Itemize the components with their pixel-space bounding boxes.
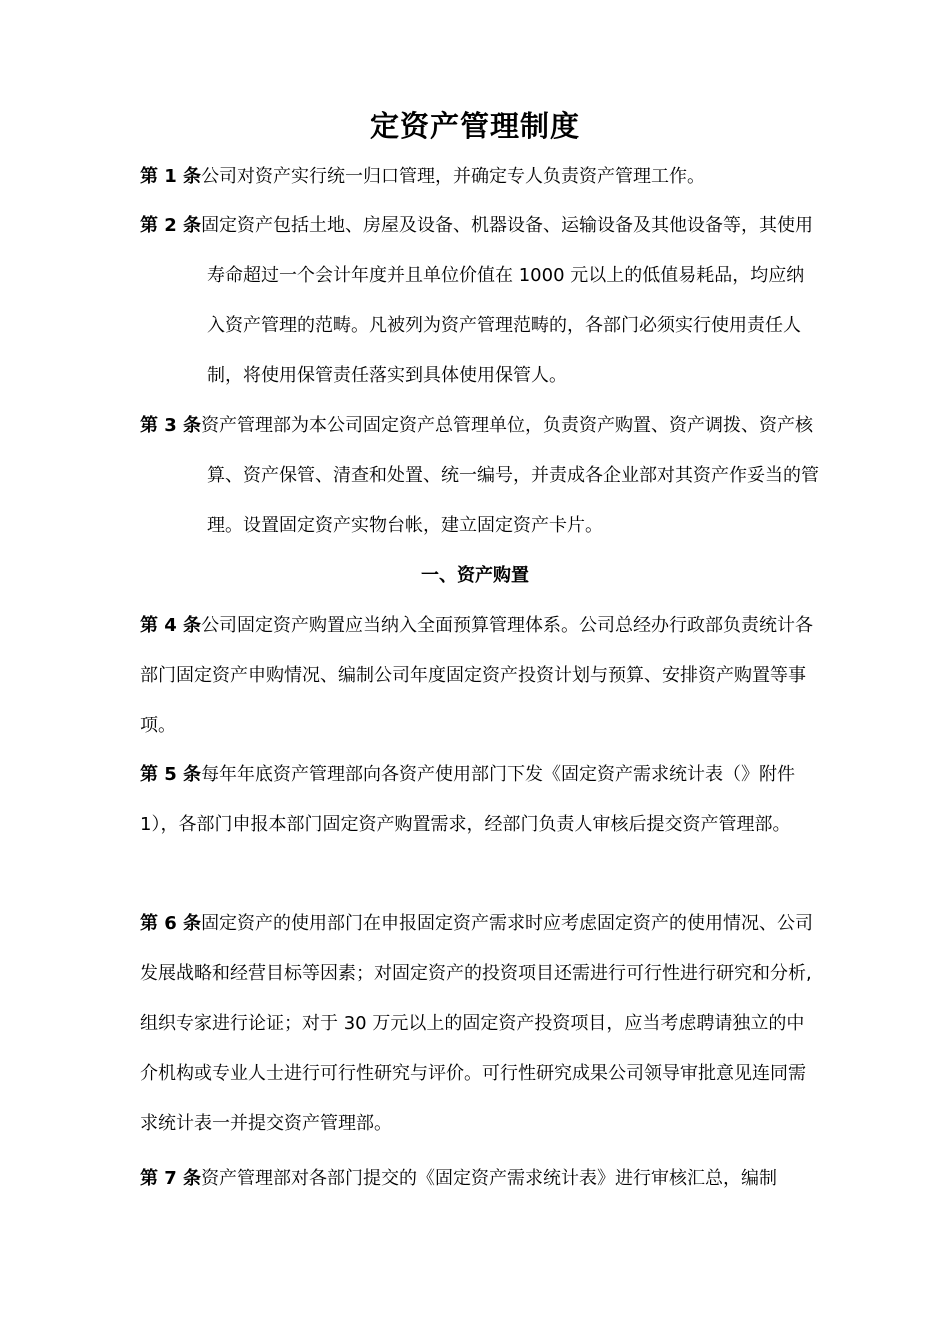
article-text: 资产管理部为本公司固定资产总管理单位，负责资产购置、资产调拨、资产核算、资产保管、清查和处置、统一编号，并责成各企业部对其资产作妥当的管理。设置固定资产实物台帐，建立固定资产卡片。 xyxy=(201,415,819,536)
article-number: 第 3 条 xyxy=(140,415,202,436)
article-number: 第 4 条 xyxy=(140,615,202,636)
article-text: 每年年底资产管理部向各资产使用部门下发《固定资产需求统计表（》附件 1），各部门申报本部门固定资产购置需求，经部门负责人审核后提交资产管理部。 xyxy=(140,764,796,835)
article-6 xyxy=(140,899,820,1149)
article-number: 第 7 条 xyxy=(140,1168,202,1189)
article-number: 第 6 条 xyxy=(140,913,202,934)
article-text: 固定资产包括土地、房屋及设备、机器设备、运输设备及其他设备等，其使用寿命超过一个会计年度并且单位价值在 1000 元以上的低值易耗品，均应纳入资产管理的范畴。凡被列为资产管理范畴的，各部门必须实行使用责任人制，将使用保管责任落实到具体使用保管人。 xyxy=(201,215,814,386)
article-4 xyxy=(140,601,820,751)
article-text: 公司对资产实行统一归口管理，并确定专人负责资产管理工作。 xyxy=(201,166,706,187)
article-number: 第 5 条 xyxy=(140,764,202,785)
article-text: 固定资产的使用部门在申报固定资产需求时应考虑固定资产的使用情况、公司发展战略和经营目标等因素；对固定资产的投资项目还需进行可行性进行研究和分析,组织专家进行论证；对于 30 万元以上的固定资产投资项目，应当考虑聘请独立的中介机构或专业人士进行可行性研究与评价。可行性研究成果公司领导审批意见连同需求统计表一并提交资产管理部。 xyxy=(140,913,814,1134)
section-heading: 一、资产购置 xyxy=(421,565,529,586)
article-3 xyxy=(140,401,820,551)
article-number: 第 1 条 xyxy=(140,166,202,187)
article-1 xyxy=(140,152,820,202)
article-7 xyxy=(140,1154,820,1204)
article-5 xyxy=(140,750,820,850)
article-2 xyxy=(140,201,820,401)
article-text: 公司固定资产购置应当纳入全面预算管理体系。公司总经办行政部负责统计各部门固定资产申购情况、编制公司年度固定资产投资计划与预算、安排资产购置等事项。 xyxy=(140,615,814,736)
article-number: 第 2 条 xyxy=(140,215,202,236)
document-title: 定资产管理制度 xyxy=(369,109,580,143)
article-text: 资产管理部对各部门提交的《固定资产需求统计表》进行审核汇总，编制 xyxy=(201,1168,778,1189)
